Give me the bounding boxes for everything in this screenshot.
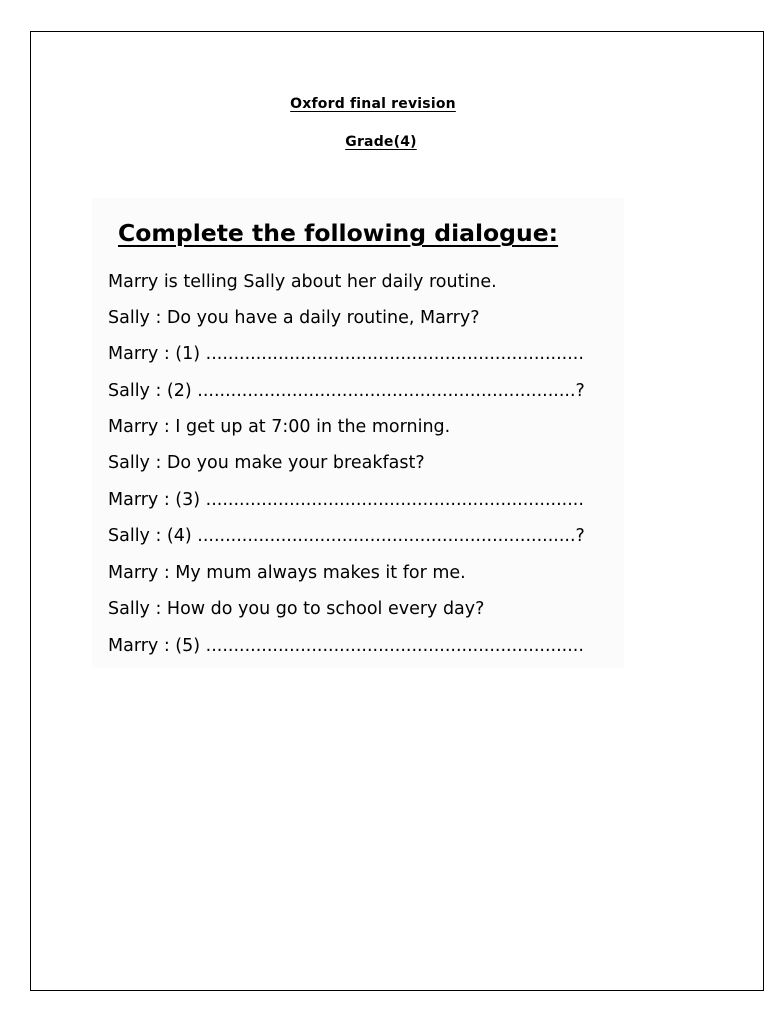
document-title: Oxford final revision [290,96,456,112]
dialogue-blank-2: Sally : (2) ....................................................................? [108,381,585,401]
exercise-heading: Complete the following dialogue: [118,219,559,247]
dialogue-line: Sally : How do you go to school every day? [108,599,485,619]
dialogue-line: Sally : Do you make your breakfast? [108,453,425,473]
dialogue-line: Sally : Do you have a daily routine, Marry? [108,308,480,328]
dialogue-line: Marry : I get up at 7:00 in the morning. [108,417,451,437]
dialogue-blank-1: Marry : (1) .................................................................... [108,344,584,364]
dialogue-blank-3: Marry : (3) .................................................................... [108,490,584,510]
dialogue-blank-5: Marry : (5) .................................................................... [108,636,584,656]
grade-label: Grade(4) [345,134,417,150]
dialogue-blank-4: Sally : (4) ....................................................................? [108,526,585,546]
dialogue-line-intro: Marry is telling Sally about her daily routine. [108,272,497,292]
dialogue-line: Marry : My mum always makes it for me. [108,563,466,583]
